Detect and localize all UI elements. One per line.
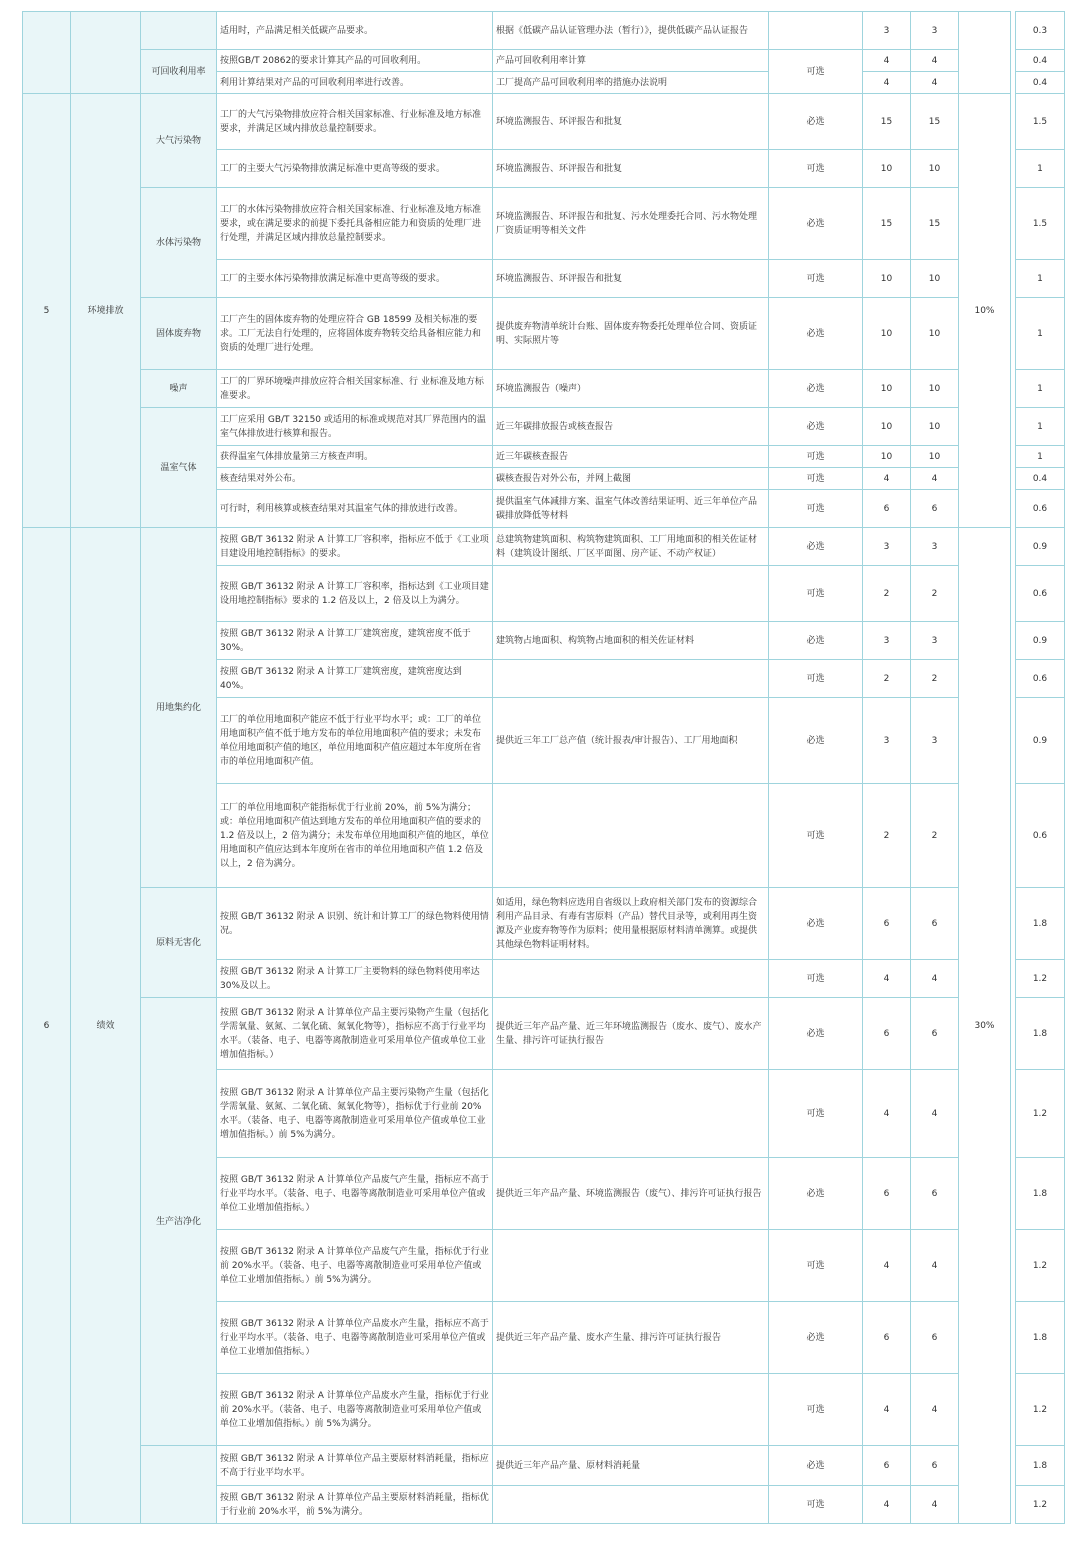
subcategory-cell: 用地集约化 — [141, 528, 217, 888]
got-score-cell: 3 — [911, 528, 959, 566]
weighted-score-cell: 0.9 — [1016, 528, 1065, 566]
got-score-cell: 6 — [911, 888, 959, 960]
got-score-cell: 10 — [911, 150, 959, 188]
got-score-cell: 6 — [911, 1302, 959, 1374]
type-cell: 可选 — [769, 566, 863, 622]
type-cell: 必选 — [769, 1158, 863, 1230]
requirement-cell: 工厂的厂界环境噪声排放应符合相关国家标准、行 业标准及地方标准要求。 — [217, 370, 493, 408]
weighted-score-cell: 1.2 — [1016, 1230, 1065, 1302]
requirement-cell: 工厂的大气污染物排放应符合相关国家标准、行业标准及地方标准要求，并满足区域内排放总量控制要求。 — [217, 94, 493, 150]
type-cell: 必选 — [769, 528, 863, 566]
full-score-cell: 4 — [863, 1486, 911, 1524]
evidence-cell: 根据《低碳产品认证管理办法（暂行）》，提供低碳产品认证报告 — [493, 12, 769, 50]
type-cell: 可选 — [769, 784, 863, 888]
weighted-score-cell: 0.6 — [1016, 490, 1065, 528]
weighted-score-cell: 1.5 — [1016, 94, 1065, 150]
got-score-cell: 10 — [911, 298, 959, 370]
weighted-score-cell: 1.8 — [1016, 888, 1065, 960]
section-number-cell — [23, 12, 71, 94]
got-score-cell: 2 — [911, 660, 959, 698]
full-score-cell: 15 — [863, 94, 911, 150]
full-score-cell: 10 — [863, 260, 911, 298]
got-score-cell: 2 — [911, 566, 959, 622]
got-score-cell: 10 — [911, 370, 959, 408]
category-cell: 环境排放 — [71, 94, 141, 528]
category-cell — [71, 12, 141, 94]
evidence-cell: 总建筑物建筑面积、构筑物建筑面积、工厂用地面积的相关佐证材料（建筑设计图纸、厂区平面图、房产证、不动产权证） — [493, 528, 769, 566]
requirement-cell: 按照 GB/T 36132 附录 A 计算工厂容积率，指标应不低于《工业项目建设用地控制指标》的要求。 — [217, 528, 493, 566]
got-score-cell: 6 — [911, 998, 959, 1070]
evidence-cell: 提供近三年产品产量、环境监测报告（废气）、排污许可证执行报告 — [493, 1158, 769, 1230]
table-row — [23, 50, 1065, 72]
type-cell: 可选 — [769, 446, 863, 468]
evidence-cell: 环境监测报告（噪声） — [493, 370, 769, 408]
evidence-cell: 提供近三年产品产量、原材料消耗量 — [493, 1446, 769, 1486]
table-row — [23, 528, 1065, 566]
requirement-cell: 按照 GB/T 36132 附录 A 计算单位产品主要污染物产生量（包括化学需氧量、氨氮、二氧化硫、氮氧化物等），指标应不高于行业平均水平。（装备、电子、电器等离散制造业可采用单位产值或单位工业增加值指标。） — [217, 998, 493, 1070]
weighted-score-cell: 1.2 — [1016, 1486, 1065, 1524]
got-score-cell: 10 — [911, 408, 959, 446]
type-cell: 可选 — [769, 660, 863, 698]
subcategory-cell: 噪声 — [141, 370, 217, 408]
weighted-score-cell: 0.3 — [1016, 12, 1065, 50]
type-cell: 可选 — [769, 50, 863, 94]
requirement-cell: 按照 GB/T 36132 附录 A 计算单位产品废气产生量，指标优于行业前 20%水平。（装备、电子、电器等离散制造业可采用单位产值或单位工业增加值指标。）前 5%为满分。 — [217, 1230, 493, 1302]
weight-cell — [959, 12, 1011, 94]
evidence-cell: 环境监测报告、环评报告和批复 — [493, 260, 769, 298]
evidence-cell: 产品可回收利用率计算 — [493, 50, 769, 72]
type-cell: 可选 — [769, 960, 863, 998]
requirement-cell: 工厂的主要水体污染物排放满足标准中更高等级的要求。 — [217, 260, 493, 298]
got-score-cell: 15 — [911, 94, 959, 150]
full-score-cell: 6 — [863, 1158, 911, 1230]
full-score-cell: 3 — [863, 622, 911, 660]
full-score-cell: 4 — [863, 1070, 911, 1158]
type-cell — [769, 12, 863, 50]
got-score-cell: 4 — [911, 1486, 959, 1524]
weighted-score-cell: 1 — [1016, 408, 1065, 446]
type-cell: 可选 — [769, 1070, 863, 1158]
full-score-cell: 4 — [863, 468, 911, 490]
requirement-cell: 按照 GB/T 36132 附录 A 计算单位产品废水产生量，指标优于行业前 20%水平。（装备、电子、电器等离散制造业可采用单位产值或单位工业增加值指标。）前 5%为满分。 — [217, 1374, 493, 1446]
weighted-score-cell: 0.4 — [1016, 72, 1065, 94]
full-score-cell: 6 — [863, 490, 911, 528]
full-score-cell: 10 — [863, 370, 911, 408]
type-cell: 必选 — [769, 622, 863, 660]
requirement-cell: 按照GB/T 20862的要求计算其产品的可回收利用。 — [217, 50, 493, 72]
got-score-cell: 2 — [911, 784, 959, 888]
weighted-score-cell: 0.4 — [1016, 50, 1065, 72]
got-score-cell: 4 — [911, 1230, 959, 1302]
type-cell: 必选 — [769, 298, 863, 370]
evidence-cell: 环境监测报告、环评报告和批复 — [493, 94, 769, 150]
requirement-cell: 按照 GB/T 36132 附录 A 计算工厂建筑密度，建筑密度不低于 30%。 — [217, 622, 493, 660]
requirement-cell: 工厂的单位用地面积产能应不低于行业平均水平；或：工厂的单位用地面积产值不低于地方发布的单位用地面积产值的要求；未发布单位用地面积产值的地区，单位用地面积产值应超过本年度所在省市的单位用地面积产值。 — [217, 698, 493, 784]
evidence-cell: 提供近三年产品产量、废水产生量、排污许可证执行报告 — [493, 1302, 769, 1374]
evidence-cell: 环境监测报告、环评报告和批复、污水处理委托合同、污水物处理厂资质证明等相关文件 — [493, 188, 769, 260]
weighted-score-cell: 0.6 — [1016, 784, 1065, 888]
requirement-cell: 核查结果对外公布。 — [217, 468, 493, 490]
full-score-cell: 6 — [863, 1446, 911, 1486]
requirement-cell: 按照 GB/T 36132 附录 A 计算工厂主要物料的绿色物料使用率达 30%及以上。 — [217, 960, 493, 998]
got-score-cell: 3 — [911, 698, 959, 784]
requirement-cell: 工厂应采用 GB/T 32150 或适用的标准或规范对其厂界范围内的温室气体排放进行核算和报告。 — [217, 408, 493, 446]
weighted-score-cell: 1.8 — [1016, 1158, 1065, 1230]
subcategory-cell: 固体废弃物 — [141, 298, 217, 370]
type-cell: 必选 — [769, 408, 863, 446]
full-score-cell: 6 — [863, 1302, 911, 1374]
weighted-score-cell: 0.6 — [1016, 660, 1065, 698]
weight-cell: 30% — [959, 528, 1011, 1524]
full-score-cell: 10 — [863, 446, 911, 468]
full-score-cell: 2 — [863, 566, 911, 622]
weighted-score-cell: 1.2 — [1016, 1374, 1065, 1446]
type-cell: 可选 — [769, 1374, 863, 1446]
type-cell: 可选 — [769, 1486, 863, 1524]
full-score-cell: 3 — [863, 698, 911, 784]
type-cell: 可选 — [769, 260, 863, 298]
full-score-cell: 3 — [863, 528, 911, 566]
evidence-cell: 近三年碳排放报告或核查报告 — [493, 408, 769, 446]
evidence-cell: 环境监测报告、环评报告和批复 — [493, 150, 769, 188]
evidence-cell: 碳核查报告对外公布，并网上截图 — [493, 468, 769, 490]
requirement-cell: 按照 GB/T 36132 附录 A 计算单位产品废水产生量，指标应不高于行业平均水平。（装备、电子、电器等离散制造业可采用单位产值或单位工业增加值指标。） — [217, 1302, 493, 1374]
got-score-cell: 10 — [911, 260, 959, 298]
weight-cell: 10% — [959, 94, 1011, 528]
section-number-cell: 6 — [23, 528, 71, 1524]
type-cell: 必选 — [769, 888, 863, 960]
evidence-cell — [493, 784, 769, 888]
table-row — [23, 370, 1065, 408]
got-score-cell: 10 — [911, 446, 959, 468]
got-score-cell: 15 — [911, 188, 959, 260]
subcategory-cell: 可回收利用率 — [141, 50, 217, 94]
subcategory-cell: 温室气体 — [141, 408, 217, 528]
weighted-score-cell: 1.5 — [1016, 188, 1065, 260]
table-row — [23, 998, 1065, 1070]
evidence-cell — [493, 566, 769, 622]
type-cell: 可选 — [769, 490, 863, 528]
requirement-cell: 按照 GB/T 36132 附录 A 计算工厂建筑密度，建筑密度达到 40%。 — [217, 660, 493, 698]
got-score-cell: 4 — [911, 1374, 959, 1446]
full-score-cell: 2 — [863, 660, 911, 698]
got-score-cell: 6 — [911, 1158, 959, 1230]
requirement-cell: 按照 GB/T 36132 附录 A 识别、统计和计算工厂的绿色物料使用情况。 — [217, 888, 493, 960]
requirement-cell: 工厂的主要大气污染物排放满足标准中更高等级的要求。 — [217, 150, 493, 188]
table-row — [23, 408, 1065, 446]
type-cell: 必选 — [769, 370, 863, 408]
table-row — [23, 94, 1065, 150]
weighted-score-cell: 1.8 — [1016, 1446, 1065, 1486]
type-cell: 可选 — [769, 468, 863, 490]
type-cell: 必选 — [769, 698, 863, 784]
weighted-score-cell: 0.4 — [1016, 468, 1065, 490]
weighted-score-cell: 0.6 — [1016, 566, 1065, 622]
type-cell: 必选 — [769, 188, 863, 260]
type-cell: 可选 — [769, 1230, 863, 1302]
full-score-cell: 4 — [863, 72, 911, 94]
got-score-cell: 3 — [911, 622, 959, 660]
weighted-score-cell: 1.2 — [1016, 960, 1065, 998]
requirement-cell: 按照 GB/T 36132 附录 A 计算工厂容积率，指标达到《工业项目建设用地控制指标》要求的 1.2 倍及以上，2 倍及以上为满分。 — [217, 566, 493, 622]
weighted-score-cell: 0.9 — [1016, 698, 1065, 784]
evidence-cell: 提供近三年产品产量、近三年环境监测报告（废水、废气）、废水产生量、排污许可证执行报告 — [493, 998, 769, 1070]
requirement-cell: 工厂产生的固体废弃物的处理应符合 GB 18599 及相关标准的要求。工厂无法自行处理的，应将固体废弃物转交给具备相应能力和资质的处理厂进行处理。 — [217, 298, 493, 370]
full-score-cell: 6 — [863, 888, 911, 960]
subcategory-cell: 水体污染物 — [141, 188, 217, 298]
subcategory-cell: 生产洁净化 — [141, 998, 217, 1446]
full-score-cell: 3 — [863, 12, 911, 50]
requirement-cell: 利用计算结果对产品的可回收利用率进行改善。 — [217, 72, 493, 94]
subcategory-cell — [141, 1446, 217, 1524]
requirement-cell: 可行时，利用核算或核查结果对其温室气体的排放进行改善。 — [217, 490, 493, 528]
full-score-cell: 10 — [863, 150, 911, 188]
requirement-cell: 按照 GB/T 36132 附录 A 计算单位产品主要原材料消耗量，指标应不高于行业平均水平。 — [217, 1446, 493, 1486]
requirement-cell: 按照 GB/T 36132 附录 A 计算单位产品主要原材料消耗量，指标优于行业前 20%水平，前 5%为满分。 — [217, 1486, 493, 1524]
type-cell: 必选 — [769, 998, 863, 1070]
weighted-score-cell: 1 — [1016, 370, 1065, 408]
full-score-cell: 4 — [863, 1374, 911, 1446]
requirement-cell: 按照 GB/T 36132 附录 A 计算单位产品废气产生量，指标应不高于行业平均水平。（装备、电子、电器等离散制造业可采用单位产值或单位工业增加值指标。） — [217, 1158, 493, 1230]
table-row — [23, 888, 1065, 960]
subcategory-cell: 大气污染物 — [141, 94, 217, 188]
type-cell: 必选 — [769, 1446, 863, 1486]
evidence-cell — [493, 1230, 769, 1302]
evidence-cell: 工厂提高产品可回收利用率的措施办法说明 — [493, 72, 769, 94]
weighted-score-cell: 1.2 — [1016, 1070, 1065, 1158]
got-score-cell: 6 — [911, 490, 959, 528]
table-row — [23, 12, 1065, 50]
table-row — [23, 188, 1065, 260]
requirement-cell: 获得温室气体排放量第三方核查声明。 — [217, 446, 493, 468]
weighted-score-cell: 1 — [1016, 260, 1065, 298]
evaluation-table — [22, 11, 1065, 1524]
requirement-cell: 按照 GB/T 36132 附录 A 计算单位产品主要污染物产生量（包括化学需氧量、氨氮、二氧化硫、氮氧化物等），指标优于行业前 20%水平。（装备、电子、电器等离散制造业可采用单位产值或单位工业增加值指标。）前 5%为满分。 — [217, 1070, 493, 1158]
weighted-score-cell: 1 — [1016, 150, 1065, 188]
subcategory-cell: 原料无害化 — [141, 888, 217, 998]
requirement-cell: 工厂的单位用地面积产能指标优于行业前 20%，前 5%为满分；或：单位用地面积产值达到地方发布的单位用地面积产值的要求的 1.2 倍及以上，2 倍为满分；未发布单位用地面积产值的地区，单位用地面积产值应达到本年度所在省市的单位用地面积产值 1.2 倍及以上，2 倍为满分。 — [217, 784, 493, 888]
evidence-cell: 如适用，绿色物料应选用自省级以上政府相关部门发布的资源综合利用产品目录、有毒有害原料（产品）替代目录等，或利用再生资源及产业废弃物等作为原料；使用量根据原材料清单测算。或提供其他绿色物料证明材料。 — [493, 888, 769, 960]
weighted-score-cell: 1.8 — [1016, 998, 1065, 1070]
category-cell: 绩效 — [71, 528, 141, 1524]
requirement-cell: 适用时，产品满足相关低碳产品要求。 — [217, 12, 493, 50]
subcategory-cell — [141, 12, 217, 50]
full-score-cell: 4 — [863, 50, 911, 72]
section-number-cell: 5 — [23, 94, 71, 528]
full-score-cell: 4 — [863, 1230, 911, 1302]
type-cell: 必选 — [769, 1302, 863, 1374]
weighted-score-cell: 1 — [1016, 298, 1065, 370]
evidence-cell — [493, 1486, 769, 1524]
evidence-cell: 提供近三年工厂总产值（统计报表/审计报告）、工厂用地面积 — [493, 698, 769, 784]
evidence-cell — [493, 960, 769, 998]
weighted-score-cell: 1 — [1016, 446, 1065, 468]
got-score-cell: 6 — [911, 1446, 959, 1486]
full-score-cell: 10 — [863, 298, 911, 370]
evidence-cell: 提供温室气体减排方案、温室气体改善结果证明、近三年单位产品碳排放降低等材料 — [493, 490, 769, 528]
evidence-cell: 近三年碳核查报告 — [493, 446, 769, 468]
full-score-cell: 10 — [863, 408, 911, 446]
evidence-cell — [493, 660, 769, 698]
requirement-cell: 工厂的水体污染物排放应符合相关国家标准、行业标准及地方标准要求，或在满足要求的前提下委托具备相应能力和资质的处理厂进行处理，并满足区域内排放总量控制要求。 — [217, 188, 493, 260]
type-cell: 必选 — [769, 94, 863, 150]
table-row — [23, 1446, 1065, 1486]
got-score-cell: 4 — [911, 468, 959, 490]
full-score-cell: 4 — [863, 960, 911, 998]
type-cell: 可选 — [769, 150, 863, 188]
got-score-cell: 4 — [911, 1070, 959, 1158]
got-score-cell: 4 — [911, 960, 959, 998]
evidence-cell — [493, 1374, 769, 1446]
weighted-score-cell: 1.8 — [1016, 1302, 1065, 1374]
full-score-cell: 15 — [863, 188, 911, 260]
got-score-cell: 3 — [911, 12, 959, 50]
weighted-score-cell: 0.9 — [1016, 622, 1065, 660]
evidence-cell: 建筑物占地面积、构筑物占地面积的相关佐证材料 — [493, 622, 769, 660]
evidence-cell: 提供废弃物清单统计台账、固体废弃物委托处理单位合同、资质证明、实际照片等 — [493, 298, 769, 370]
table-row — [23, 298, 1065, 370]
got-score-cell: 4 — [911, 50, 959, 72]
evidence-cell — [493, 1070, 769, 1158]
full-score-cell: 6 — [863, 998, 911, 1070]
got-score-cell: 4 — [911, 72, 959, 94]
full-score-cell: 2 — [863, 784, 911, 888]
